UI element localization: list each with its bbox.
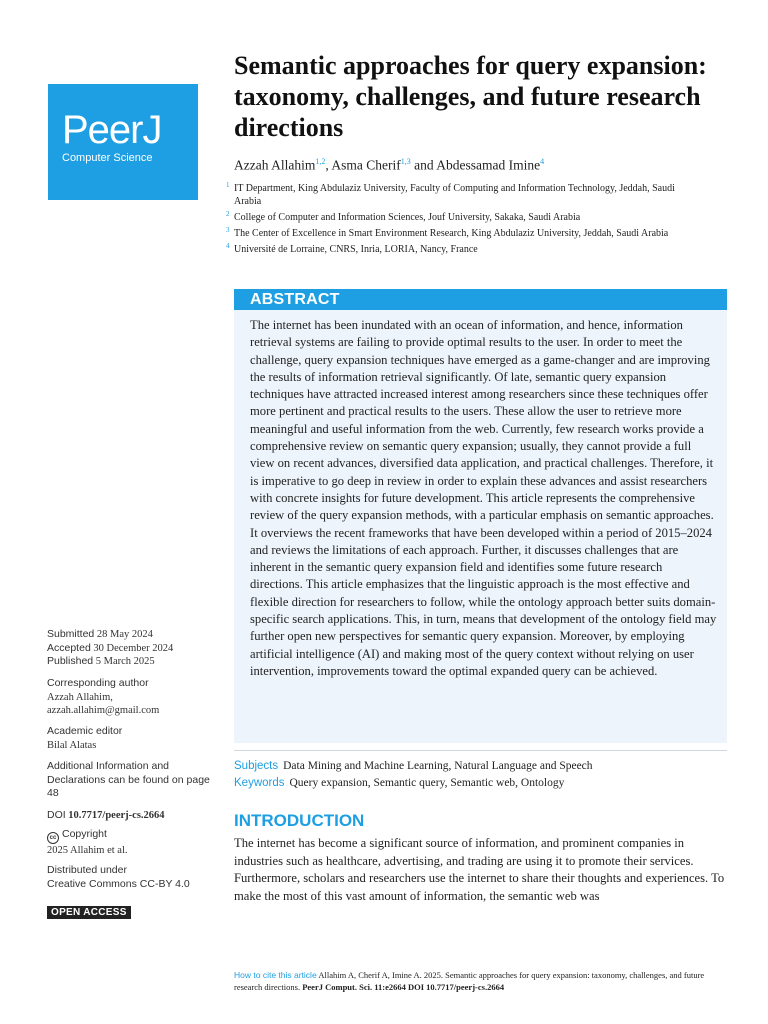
introduction-heading: INTRODUCTION [234,811,365,830]
published-date: 5 March 2025 [95,656,155,667]
citation-text: Allahim A, Cherif A, Imine A. 2025. Semantic approaches for query expansion: taxonomy, challenges, and future research directions. [234,970,705,992]
affiliation-text: College of Computer and Information Sciences, Jouf University, Sakaka, Saudi Arabia [234,212,581,223]
affiliation-text: The Center of Excellence in Smart Environment Research, King Abdulaziz University, Jeddah, Saudi Arabia [234,228,669,239]
logo-brand: PeerJ [62,108,162,152]
subjects-label: Subjects [234,760,279,772]
abstract-text: The internet has been inundated with an ocean of information, and hence, information retrieval systems are failing to provide optimal results to the user. In order to meet the challenge, query expansion techniques have emerged as a game-changer and are improving the results of information retrieval significantly. Of late, semantic query expansion techniques have attracted increased interest among researchers since these techniques offer more pertinent and practical results to the users. These allow the user to retrieve more meaningful and useful information from the web. Currently, few research works provide a comprehensive review on semantic query expansion; usually, they cannot provide a full view on recent advances, diversified data application, and practical challenges. Therefore, it is imperative to go deep in review in order to explain these advances and assist researchers with concrete insights for future development. This article represents the comprehensive review of the query expansion methods, with a particular emphasis on semantic approaches. It overviews the recent frameworks that have been developed within a period of 2015–2024 and reviews the limitations of each approach. Further, it discusses challenges that are inherent in the semantic query expansion field and identifies some future research directions. This article emphasizes that the linguistic approach is the most effective and flexible direction for researchers to follow, while the ontology approach better suits domain-specific search applications. This, in turn, means that development of the ontology field may further open new perspectives for semantic query expansion. Moreover, by employing artificial intelligence (AI) and making most of the query context without relying on user intervention, improvements toward the optimal expanded query can be achieved. [250,318,717,678]
doi-link[interactable]: 10.7717/peerj-cs.2664 [68,810,165,821]
abstract-heading: ABSTRACT [234,289,727,310]
affiliation-item [226,243,676,256]
author-list [234,157,544,174]
doi [47,809,217,823]
citation-label: How to cite this article [234,970,317,980]
affiliation-item [226,211,676,224]
copyright-holder: 2025 Allahim et al. [47,845,128,856]
cc-icon: cc [47,832,59,844]
divider [234,750,727,751]
article-title: Semantic approaches for query expansion: taxonomy, challenges, and future research directions [234,51,707,142]
license-link[interactable]: Creative Commons CC-BY 4.0 [47,877,190,890]
author-separator: , [325,157,332,173]
doi-label: DOI [47,809,66,821]
accepted-label: Accepted [47,641,91,654]
abstract-section [234,289,727,743]
copyright-label: Copyright [62,828,107,840]
author-affil-sup: 1,2 [315,157,326,166]
logo-subtitle: Computer Science [62,152,153,164]
journal-logo [48,84,198,200]
academic-editor [47,725,217,752]
keywords-label: Keywords [234,777,285,789]
copyright [47,828,217,858]
submitted-date: 28 May 2024 [96,629,153,640]
open-access-badge: OPEN ACCESS [47,906,131,919]
affiliations [226,182,676,259]
author-name[interactable]: Abdessamad Imine [436,157,541,173]
citation-doi-link[interactable]: 11:e2664 DOI 10.7717/peerj-cs.2664 [374,981,505,992]
affiliation-text: Université de Lorraine, CNRS, Inria, LORIA, Nancy, France [234,244,478,255]
article-dates [47,628,217,669]
corresponding-name: Azzah Allahim, [47,691,113,703]
accepted-date: 30 December 2024 [93,642,174,654]
license-label: Distributed under [47,864,127,876]
submitted-label: Submitted [47,628,95,640]
citation-journal: PeerJ Comput. Sci. [302,981,373,992]
additional-info-link[interactable]: Additional Information and Declarations can be found on page 48 [47,760,210,799]
corresponding-email-link[interactable]: azzah.allahim@gmail.com [47,705,160,716]
subjects-value[interactable]: Data Mining and Machine Learning, Natural Language and Speech [283,760,593,772]
published-label: Published [47,655,94,667]
subjects-line [234,760,593,772]
corresponding-label: Corresponding author [47,677,149,689]
editor-name: Bilal Alatas [47,739,97,751]
keywords-value: Query expansion, Semantic query, Semantic web, Ontology [289,777,565,789]
affiliation-item [226,182,676,208]
author-affil-sup: 1,3 [400,157,411,166]
affiliation-number: 4 [226,242,230,250]
affiliation-text: IT Department, King Abdulaziz University, Faculty of Computing and Information Technology, Jeddah, Saudi Arabia [234,183,675,207]
editor-label: Academic editor [47,725,123,737]
affiliation-number: 3 [226,226,230,234]
affiliation-number: 2 [226,210,230,218]
affiliation-item [226,227,676,240]
author-name[interactable]: Asma Cherif [331,157,401,173]
license [47,864,217,891]
corresponding-author [47,677,217,718]
keywords-line [234,777,564,789]
author-name[interactable]: Azzah Allahim [234,157,316,173]
author-separator: and [410,157,437,173]
citation-footer [234,970,729,993]
introduction-text: The internet has become a significant source of information, and prominent companies in industries such as healthcare, advertising, and trading are using it to promote their services. Furthermore, scholars and researchers use the internet to share their thoughts and experiences. To make the most of this vast amount of information, the semantic web was [234,836,725,903]
author-affil-sup: 4 [540,157,545,166]
affiliation-number: 1 [226,181,230,189]
